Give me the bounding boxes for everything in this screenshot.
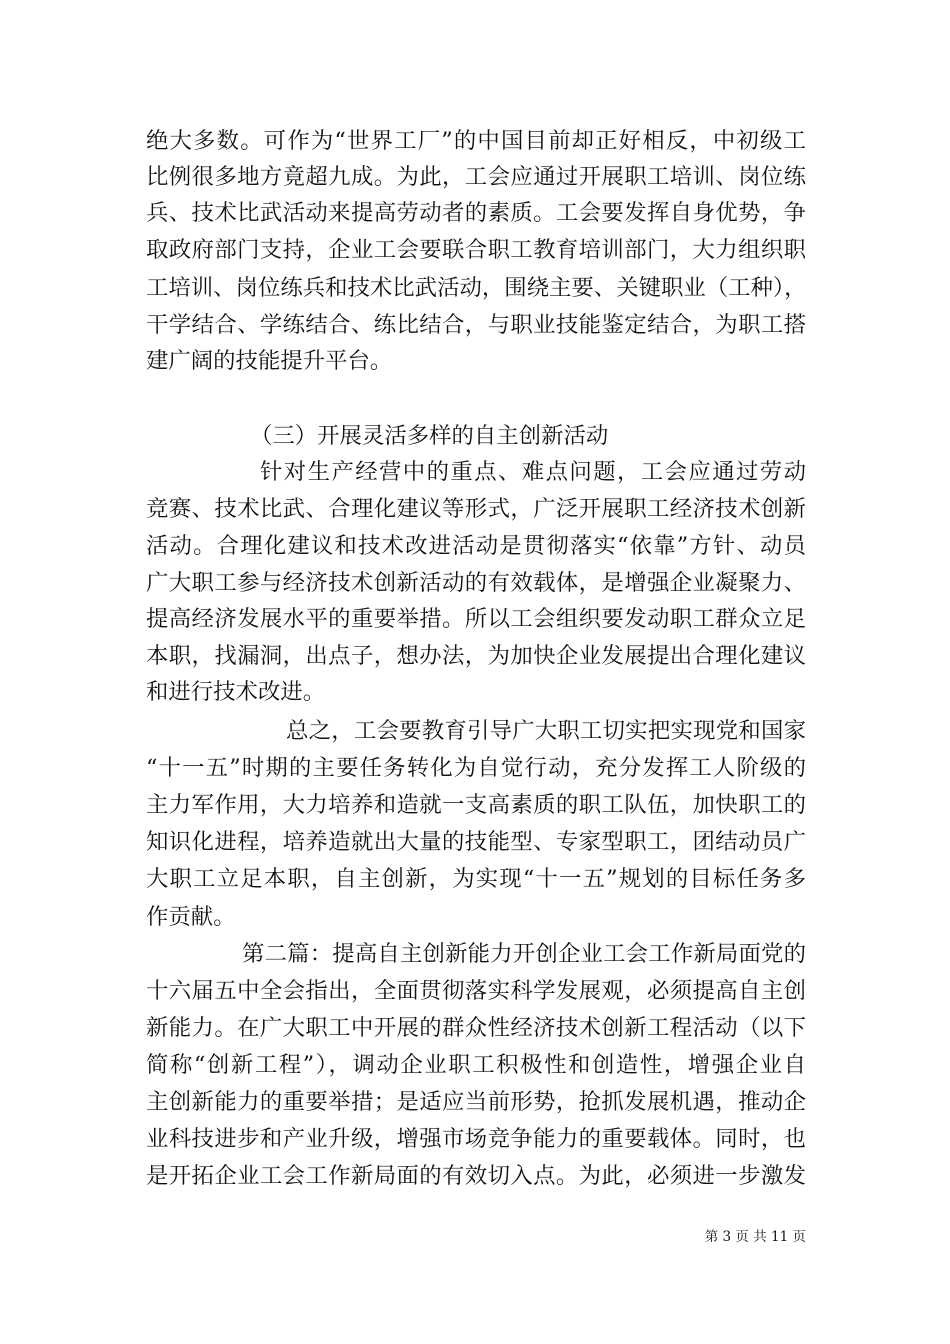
text-line: 活动。合理化建议和技术改进活动是贯彻落实“依靠”方针、动员: [146, 533, 806, 559]
text-line: 兵、技术比武活动来提高劳动者的素质。工会要发挥自身优势，争: [146, 200, 806, 226]
text-line: 知识化进程，培养造就出大量的技能型、专家型职工，团结动员广: [146, 829, 806, 855]
text-line: 针对生产经营中的重点、难点问题，工会应通过劳动: [260, 459, 806, 485]
text-line: 绝大多数。可作为“世界工厂”的中国目前却正好相反，中初级工: [146, 128, 806, 154]
text-line: 作贡献。: [146, 904, 236, 930]
text-line: 工培训、岗位练兵和技术比武活动，围绕主要、关键职业（工种），: [146, 275, 807, 301]
text-line: “十一五”时期的主要任务转化为自觉行动，充分发挥工人阶级的: [146, 755, 806, 781]
text-line: 业科技进步和产业升级，增强市场竞争能力的重要载体。同时，也: [146, 1126, 806, 1152]
text-line: 竞赛、技术比武、合理化建议等形式，广泛开展职工经济技术创新: [146, 496, 806, 522]
text-line: 新能力。在广大职工中开展的群众性经济技术创新工程活动（以下: [146, 1015, 806, 1041]
text-line: 总之，工会要教育引导广大职工切实把实现党和国家: [286, 718, 806, 744]
text-line: 简称“创新工程”），调动企业职工积极性和创造性，增强企业自: [146, 1052, 806, 1078]
page-number: 第 3 页 共 11 页: [704, 1229, 806, 1245]
text-line: 比例很多地方竟超九成。为此，工会应通过开展职工培训、岗位练: [146, 164, 806, 190]
section-heading: （三）开展灵活多样的自主创新活动: [250, 423, 609, 449]
text-line: 大职工立足本职，自主创新，为实现“十一五”规划的目标任务多: [146, 866, 806, 892]
text-line: 十六届五中全会指出，全面贯彻落实科学发展观，必须提高自主创: [146, 978, 806, 1004]
text-line: 是开拓企业工会工作新局面的有效切入点。为此，必须进一步激发: [146, 1163, 806, 1189]
text-line: 主创新能力的重要举措；是适应当前形势，抢抓发展机遇，推动企: [146, 1089, 806, 1115]
text-line: 建广阔的技能提升平台。: [146, 348, 393, 374]
text-line: 本职，找漏洞，出点子，想办法，为加快企业发展提出合理化建议: [146, 643, 806, 669]
text-line: 提高经济发展水平的重要举措。所以工会组织要发动职工群众立足: [146, 606, 806, 632]
text-line: 第二篇：提高自主创新能力开创企业工会工作新局面党的: [242, 941, 806, 967]
text-line: 取政府部门支持，企业工会要联合职工教育培训部门，大力组织职: [146, 237, 806, 263]
text-line: 干学结合、学练结合、练比结合，与职业技能鉴定结合，为职工搭: [146, 312, 806, 338]
text-line: 广大职工参与经济技术创新活动的有效载体，是增强企业凝聚力、: [146, 570, 806, 596]
text-line: 和进行技术改进。: [146, 679, 326, 705]
text-line: 主力军作用，大力培养和造就一支高素质的职工队伍，加快职工的: [146, 792, 806, 818]
